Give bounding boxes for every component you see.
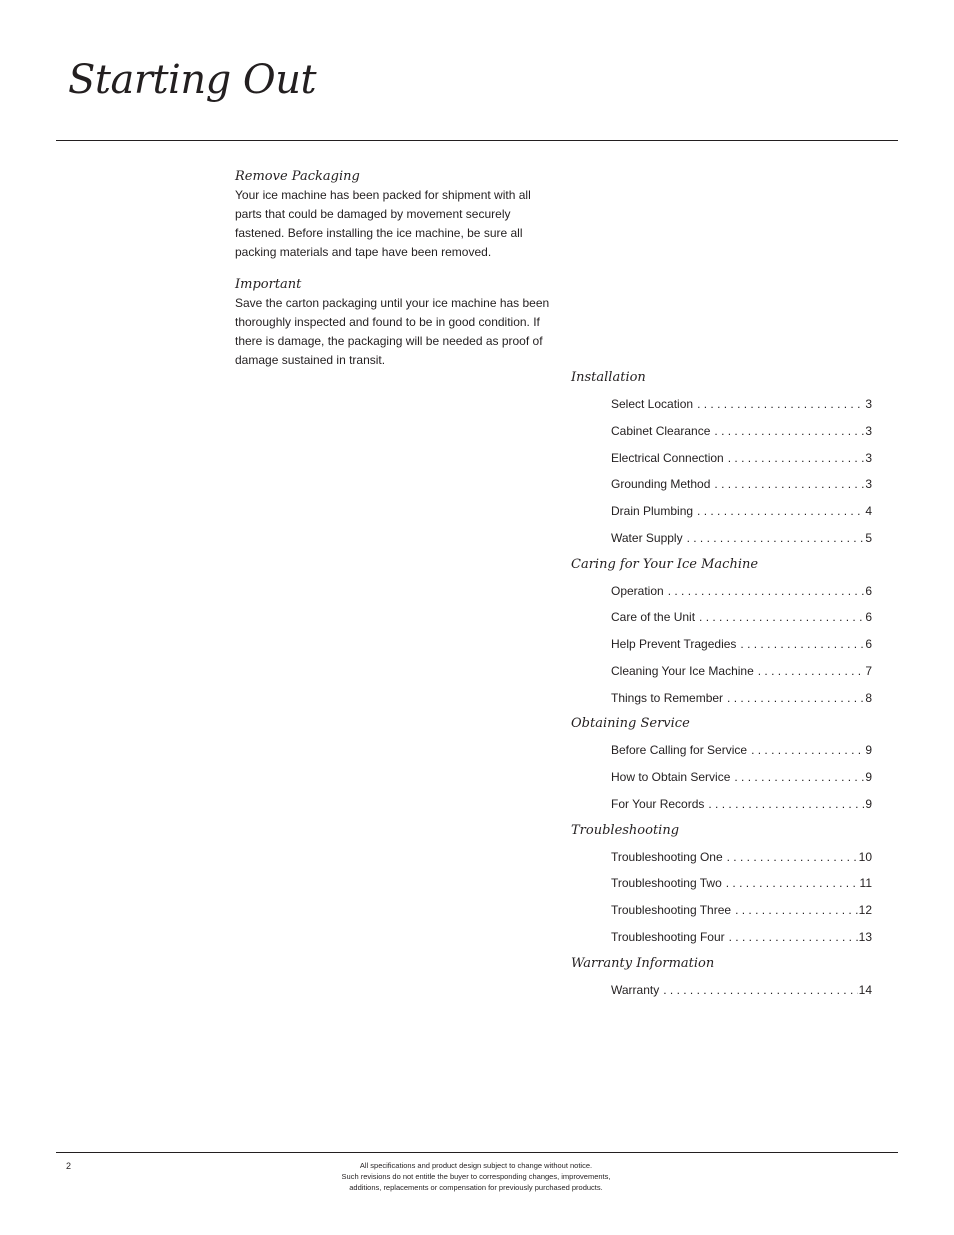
toc-entry bbox=[611, 634, 872, 661]
dot-leader bbox=[729, 927, 858, 947]
toc-entry bbox=[611, 421, 872, 448]
toc-entry bbox=[611, 767, 872, 794]
toc-entry bbox=[611, 900, 872, 927]
toc-entry bbox=[611, 394, 872, 421]
important-block bbox=[235, 275, 555, 370]
dot-leader bbox=[740, 634, 864, 654]
dot-leader bbox=[751, 740, 864, 760]
dot-leader bbox=[728, 448, 865, 468]
dot-leader bbox=[699, 607, 864, 627]
toc-entry-label: Cleaning Your Ice Machine bbox=[611, 663, 754, 678]
dot-leader bbox=[663, 980, 857, 1000]
toc-entry-page: 12 bbox=[858, 903, 872, 917]
toc-entry-label: Help Prevent Tragedies bbox=[611, 637, 737, 651]
dot-leader bbox=[727, 688, 864, 708]
toc-entry-label: Cabinet Clearance bbox=[611, 423, 711, 438]
dot-leader bbox=[714, 474, 864, 494]
toc-entry-page: 9 bbox=[865, 796, 872, 811]
remove-packaging-block bbox=[235, 167, 555, 262]
dot-leader bbox=[708, 794, 864, 814]
toc-entry-label: Troubleshooting Two bbox=[611, 876, 722, 891]
toc-entry-page: 7 bbox=[865, 663, 872, 678]
toc-entry bbox=[611, 927, 872, 954]
toc-entry bbox=[611, 448, 872, 475]
toc-entry-label: Troubleshooting Three bbox=[611, 903, 732, 917]
toc-entry bbox=[611, 581, 872, 608]
toc-entry-page: 6 bbox=[865, 637, 872, 651]
toc-entry-label: Grounding Method bbox=[611, 477, 711, 492]
toc-entry-page: 3 bbox=[865, 397, 872, 411]
toc-entry-label: For Your Records bbox=[611, 796, 705, 811]
toc-entry-page: 11 bbox=[859, 876, 872, 891]
footer-disclaimer bbox=[300, 1160, 652, 1193]
intro-heading: Important bbox=[235, 277, 302, 292]
footer-divider bbox=[56, 1152, 898, 1153]
intro-body: Your ice machine has been packed for shipment with all parts that could be damaged by movement securely fastened. Before installing the ice machine, be sure all packing materials and tape have been removed. bbox=[235, 188, 531, 259]
toc-entry-label: Water Supply bbox=[611, 530, 683, 545]
toc-entry-label: Select Location bbox=[611, 397, 694, 411]
table-of-contents bbox=[571, 368, 872, 1006]
toc-entry-page: 5 bbox=[865, 530, 872, 545]
toc-entry-page: 9 bbox=[865, 770, 872, 784]
toc-entry bbox=[611, 740, 872, 767]
toc-section bbox=[571, 821, 872, 954]
page-title: Starting Out bbox=[68, 57, 317, 103]
dot-leader bbox=[714, 421, 864, 441]
dot-leader bbox=[687, 528, 865, 548]
dot-leader bbox=[726, 873, 859, 893]
toc-entry-page: 3 bbox=[865, 477, 872, 492]
toc-section bbox=[571, 714, 872, 820]
toc-entry-page: 13 bbox=[858, 929, 872, 944]
toc-entry-label: Things to Remember bbox=[611, 690, 724, 705]
toc-entry-label: Troubleshooting Four bbox=[611, 929, 725, 944]
toc-entry bbox=[611, 501, 872, 528]
dot-leader bbox=[668, 581, 865, 601]
toc-section-title: Caring for Your Ice Machine bbox=[571, 556, 759, 572]
toc-entry-label: Warranty bbox=[611, 982, 660, 997]
toc-section bbox=[571, 368, 872, 555]
toc-entry bbox=[611, 980, 872, 1007]
toc-entry-label: Before Calling for Service bbox=[611, 743, 748, 758]
toc-section bbox=[571, 555, 872, 715]
toc-entry-page: 14 bbox=[858, 982, 872, 997]
dot-leader bbox=[697, 501, 864, 521]
dot-leader bbox=[697, 394, 864, 414]
intro-body: Save the carton packaging until your ice machine has been thoroughly inspected and found to be in good condition. If there is damage, the packaging will be needed as proof of damage sustained in transit. bbox=[235, 296, 550, 367]
toc-entry-label: Electrical Connection bbox=[611, 450, 724, 465]
toc-section-title: Warranty Information bbox=[571, 955, 715, 971]
intro-column bbox=[235, 167, 555, 370]
toc-entry-page: 6 bbox=[865, 583, 872, 598]
toc-entry bbox=[611, 528, 872, 555]
footer-line: Such revisions do not entitle the buyer to corresponding changes, improvements, bbox=[341, 1172, 611, 1181]
toc-entry bbox=[611, 474, 872, 501]
toc-entry bbox=[611, 794, 872, 821]
toc-entry-label: How to Obtain Service bbox=[611, 770, 731, 784]
toc-entry-page: 3 bbox=[865, 423, 872, 438]
toc-entry-page: 9 bbox=[865, 743, 872, 758]
toc-entry bbox=[611, 607, 872, 634]
toc-entry bbox=[611, 688, 872, 715]
toc-entry bbox=[611, 847, 872, 874]
toc-entry-label: Drain Plumbing bbox=[611, 504, 694, 518]
toc-entry-label: Operation bbox=[611, 583, 664, 598]
toc-entry-label: Troubleshooting One bbox=[611, 849, 723, 864]
toc-section-title: Installation bbox=[571, 370, 646, 385]
toc-entry-page: 8 bbox=[865, 690, 872, 705]
toc-entry-label: Care of the Unit bbox=[611, 610, 696, 625]
toc-entry-page: 4 bbox=[865, 504, 872, 518]
dot-leader bbox=[727, 847, 858, 867]
toc-section-title: Obtaining Service bbox=[571, 716, 690, 732]
toc-entry-page: 3 bbox=[865, 450, 872, 465]
toc-section bbox=[571, 954, 872, 1007]
intro-heading: Remove Packaging bbox=[235, 169, 360, 184]
toc-entry bbox=[611, 661, 872, 688]
dot-leader bbox=[734, 767, 864, 787]
toc-entry-page: 6 bbox=[865, 610, 872, 625]
toc-entry-page: 10 bbox=[858, 849, 872, 864]
toc-entry bbox=[611, 873, 872, 900]
footer-line: additions, replacements or compensation for previously purchased products. bbox=[349, 1183, 603, 1192]
toc-section-title: Troubleshooting bbox=[571, 822, 680, 838]
footer-line: All specifications and product design subject to change without notice. bbox=[359, 1161, 593, 1170]
page-number: 2 bbox=[66, 1161, 72, 1171]
header-divider bbox=[56, 140, 898, 141]
dot-leader bbox=[735, 900, 858, 920]
dot-leader bbox=[758, 661, 865, 681]
